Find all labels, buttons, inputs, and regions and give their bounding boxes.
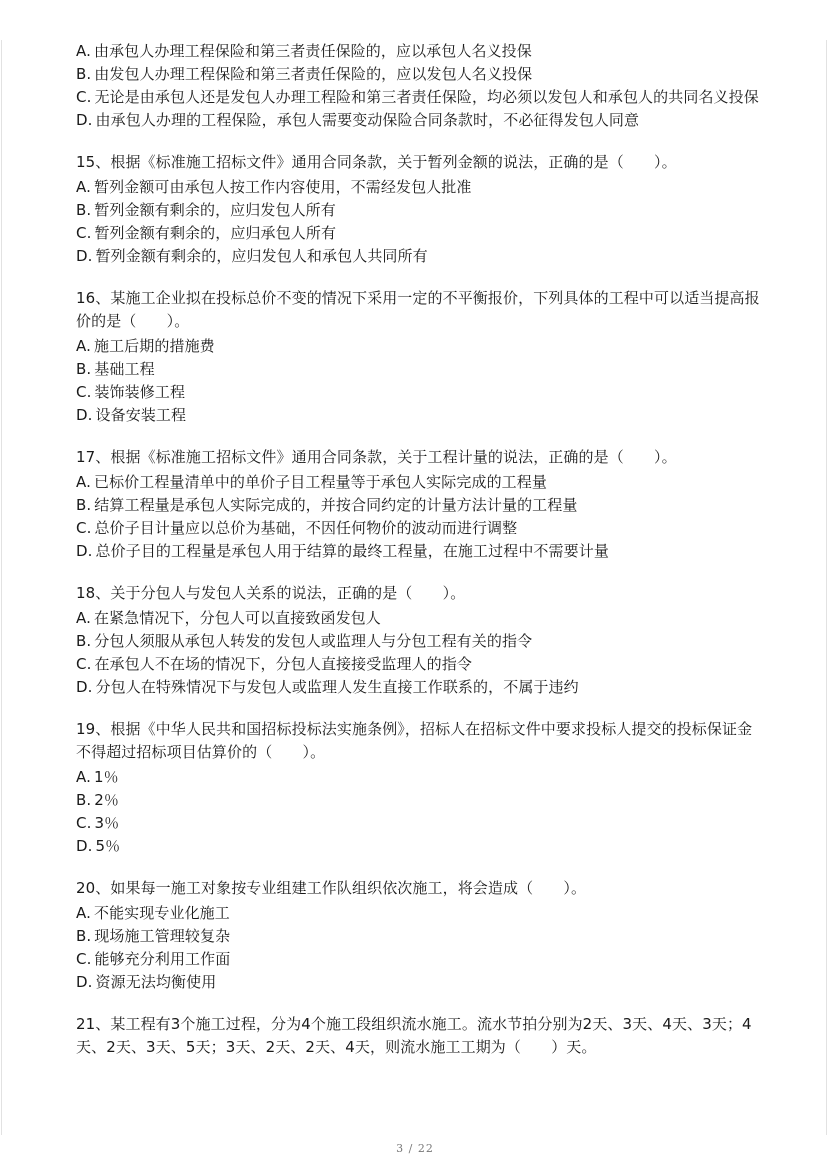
option-c: [76, 86, 766, 109]
option-text: 基础工程: [94, 360, 155, 378]
option-letter: A.: [76, 768, 91, 786]
option-a: [76, 902, 766, 925]
option-letter: A.: [76, 178, 91, 196]
question-19: [76, 718, 766, 858]
option-d: [76, 245, 766, 268]
option-letter: A.: [76, 473, 91, 491]
option-text: 分包人在特殊情况下与发包人或监理人发生直接工作联系的，不属于违约: [95, 678, 579, 696]
option-letter: B.: [76, 201, 92, 219]
option-text: 暂列金额有剩余的，应归承包人所有: [94, 224, 337, 242]
question-15: [76, 151, 766, 268]
option-d: [76, 835, 766, 858]
option-text: 已标价工程量清单中的单价子目工程量等于承包人实际完成的工程量: [93, 473, 547, 491]
option-letter: C.: [76, 88, 92, 106]
option-a: [76, 335, 766, 358]
option-b: [76, 494, 766, 517]
option-d: [76, 676, 766, 699]
option-letter: D.: [76, 247, 93, 265]
option-letter: C.: [76, 383, 92, 401]
option-letter: C.: [76, 519, 92, 537]
option-a: [76, 607, 766, 630]
option-text: 在承包人不在场的情况下，分包人直接接受监理人的指令: [94, 655, 472, 673]
option-text: 暂列金额有剩余的，应归发包人所有: [94, 201, 336, 219]
option-letter: C.: [76, 814, 92, 832]
option-text: 分包人须服从承包人转发的发包人或监理人与分包工程有关的指令: [94, 632, 533, 650]
question-21: [76, 1013, 766, 1059]
option-text: 无论是由承包人还是发包人办理工程险和第三者责任保险，均必须以发包人和承包人的共同名义投保: [94, 88, 759, 106]
option-text: 由发包人办理工程保险和第三者责任保险的，应以发包人名义投保: [94, 65, 533, 83]
option-letter: C.: [76, 950, 92, 968]
option-b: [76, 358, 766, 381]
option-c: [76, 812, 766, 835]
document-content: [76, 40, 766, 1078]
question-stem: 18、关于分包人与发包人关系的说法，正确的是（ ）。: [76, 584, 466, 602]
option-text: 5％: [95, 837, 121, 855]
option-text: 施工后期的措施费: [93, 337, 215, 355]
option-c: [76, 948, 766, 971]
option-letter: D.: [76, 973, 93, 991]
question-stem: 15、根据《标准施工招标文件》通用合同条款，关于暂列金额的说法，正确的是（ ）。: [76, 153, 677, 171]
option-text: 资源无法均衡使用: [95, 973, 217, 991]
page-number: 3 / 22: [396, 1142, 434, 1155]
option-b: [76, 63, 766, 86]
option-b: [76, 199, 766, 222]
question-stem: 21、某工程有3个施工过程，分为4个施工段组织流水施工。流水节拍分别为2天、3天、4天、3天；4天、2天、3天、5天；3天、2天、2天、4天，则流水施工工期为（ ）天。: [76, 1015, 752, 1056]
option-text: 3％: [94, 814, 120, 832]
option-letter: B.: [76, 360, 92, 378]
option-text: 结算工程量是承包人实际完成的，并按合同约定的计量方法计量的工程量: [94, 496, 578, 514]
option-letter: B.: [76, 791, 92, 809]
question-16: [76, 287, 766, 427]
option-letter: B.: [76, 632, 92, 650]
option-letter: D.: [76, 542, 93, 560]
option-text: 暂列金额可由承包人按工作内容使用，不需经发包人批准: [93, 178, 472, 196]
question-20: [76, 877, 766, 994]
option-letter: A.: [76, 904, 91, 922]
question-stem: 16、某施工企业拟在投标总价不变的情况下采用一定的不平衡报价，下列具体的工程中可以适当提高报价的是（ ）。: [76, 289, 760, 330]
option-a: [76, 176, 766, 199]
option-c: [76, 653, 766, 676]
option-letter: B.: [76, 927, 92, 945]
question-stem: 17、根据《标准施工招标文件》通用合同条款，关于工程计量的说法，正确的是（ ）。: [76, 448, 677, 466]
option-d: [76, 971, 766, 994]
option-text: 1％: [93, 768, 119, 786]
option-a: [76, 471, 766, 494]
option-letter: B.: [76, 65, 92, 83]
option-d: [76, 109, 766, 132]
option-text: 现场施工管理较复杂: [94, 927, 231, 945]
option-letter: D.: [76, 406, 93, 424]
option-letter: C.: [76, 224, 92, 242]
question-stem: 19、根据《中华人民共和国招标投标法实施条例》，招标人在招标文件中要求投标人提交的投标保证金不得超过招标项目估算价的（ ）。: [76, 720, 753, 761]
option-c: [76, 222, 766, 245]
option-d: [76, 540, 766, 563]
option-letter: D.: [76, 837, 93, 855]
option-text: 总价子目计量应以总价为基础，不因任何物价的波动而进行调整: [94, 519, 518, 537]
option-text: 装饰装修工程: [94, 383, 186, 401]
question-stem: 20、如果每一施工对象按专业组建工作队组织依次施工，将会造成（ ）。: [76, 879, 587, 897]
question-14-options-continued: [76, 40, 766, 132]
option-letter: A.: [76, 42, 91, 60]
option-a: [76, 40, 766, 63]
option-text: 由承包人办理的工程保险，承包人需要变动保险合同条款时，不必征得发包人同意: [95, 111, 640, 129]
option-d: [76, 404, 766, 427]
option-letter: B.: [76, 496, 92, 514]
option-letter: A.: [76, 337, 91, 355]
option-text: 能够充分利用工作面: [94, 950, 231, 968]
option-letter: D.: [76, 678, 93, 696]
question-18: [76, 582, 766, 699]
option-b: [76, 925, 766, 948]
option-c: [76, 381, 766, 404]
option-c: [76, 517, 766, 540]
option-a: [76, 766, 766, 789]
option-text: 总价子目的工程量是承包人用于结算的最终工程量，在施工过程中不需要计量: [95, 542, 609, 560]
option-letter: C.: [76, 655, 92, 673]
option-letter: A.: [76, 609, 91, 627]
option-text: 设备安装工程: [95, 406, 187, 424]
option-text: 暂列金额有剩余的，应归发包人和承包人共同所有: [95, 247, 428, 265]
option-text: 在紧急情况下，分包人可以直接致函发包人: [93, 609, 381, 627]
option-letter: D.: [76, 111, 93, 129]
question-17: [76, 446, 766, 563]
option-text: 由承包人办理工程保险和第三者责任保险的，应以承包人名义投保: [93, 42, 532, 60]
option-text: 不能实现专业化施工: [93, 904, 230, 922]
option-b: [76, 630, 766, 653]
option-text: 2％: [94, 791, 120, 809]
option-b: [76, 789, 766, 812]
